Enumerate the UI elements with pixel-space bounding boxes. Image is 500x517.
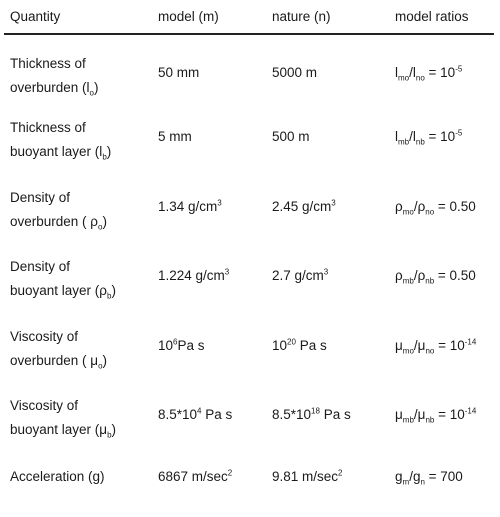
quantity-close: ): [111, 283, 116, 298]
table-row: [0, 52, 500, 106]
quantity-sub: o: [98, 361, 103, 371]
nature-value: 5000 m: [272, 65, 318, 80]
ratio-b-sub: no: [425, 207, 435, 217]
ratio-b-sub: no: [415, 73, 425, 83]
quantity-label: [10, 394, 116, 442]
quantity-line1: Density of: [10, 259, 71, 274]
nature-sup: 2: [338, 468, 343, 478]
quantity-sub: b: [107, 430, 112, 440]
ratio-a: l: [395, 65, 398, 80]
model-sup: 2: [227, 468, 233, 478]
ratio-sup: -14: [464, 406, 477, 416]
ratio-eq: = 700: [424, 469, 463, 484]
model-value: [158, 198, 222, 216]
ratio-value: [395, 337, 476, 355]
ratio-value: [395, 64, 462, 82]
model-pre-sup: 6: [173, 337, 178, 347]
ratio-eq: = 0.50: [434, 268, 476, 283]
ratio-a-sub: mo: [402, 346, 414, 356]
quantity-text: overburden (l: [10, 80, 90, 95]
table-row: [0, 255, 500, 309]
ratio-sup: -14: [464, 337, 477, 347]
nature-text: 2.45 g/cm: [272, 199, 332, 214]
ratio-a-sub: mo: [398, 73, 410, 83]
ratio-b: /μ: [413, 407, 426, 422]
ratio-eq: = 10: [424, 129, 456, 144]
quantity-line2: [10, 279, 116, 303]
ratio-a: μ: [395, 338, 403, 353]
table-row: [0, 116, 500, 170]
quantity-label: [10, 186, 107, 234]
nature-pre: 10: [272, 338, 288, 353]
ratio-a: g: [395, 469, 403, 484]
model-pre: 8.5*10: [158, 407, 198, 422]
header-model: model (m): [158, 9, 219, 24]
ratio-value: [395, 468, 463, 486]
quantity-label: [10, 325, 107, 373]
quantity-close: ): [102, 353, 108, 368]
nature-value: [272, 468, 342, 486]
quantity-line2: [10, 76, 99, 100]
nature-sup: 3: [331, 198, 336, 208]
quantity-text: buoyant layer (l: [10, 144, 103, 159]
quantity-line2: [10, 210, 107, 234]
ratio-a: ρ: [395, 268, 403, 283]
quantity-label: [10, 116, 111, 164]
ratio-a: l: [395, 129, 398, 144]
model-value: 5 mm: [158, 129, 192, 144]
nature-text: Pa s: [295, 338, 327, 353]
quantity-line2: [10, 349, 107, 373]
quantity-line1: Thickness of: [10, 120, 86, 135]
nature-value: [272, 406, 351, 424]
table-row: [0, 186, 500, 240]
ratio-eq: = 10: [424, 65, 456, 80]
quantity-sub: b: [106, 291, 112, 301]
ratio-b-sub: n: [420, 477, 425, 487]
quantity-label: Acceleration (g): [10, 469, 105, 484]
quantity-line1: Thickness of: [10, 56, 86, 71]
quantity-text: buoyant layer (μ: [10, 422, 108, 437]
ratio-b-sub: nb: [425, 276, 435, 286]
table-row: [0, 325, 500, 379]
ratio-a: μ: [395, 407, 403, 422]
model-sup: 3: [217, 198, 222, 208]
quantity-label: [10, 255, 116, 303]
header-ratios: model ratios: [395, 9, 469, 24]
ratio-b: /ρ: [413, 199, 426, 214]
quantity-line1: Viscosity of: [10, 329, 79, 344]
ratio-b-sub: no: [425, 346, 435, 356]
nature-value: 500 m: [272, 129, 310, 144]
nature-value: [272, 267, 328, 285]
model-value: [158, 406, 232, 424]
quantity-sub: b: [102, 152, 107, 162]
quantity-text: overburden ( μ: [10, 353, 99, 368]
nature-pre-sup: 20: [287, 337, 296, 347]
ratio-eq: = 10: [434, 338, 465, 353]
model-text: 6867 m/sec: [158, 469, 228, 484]
nature-text: 2.7 g/cm: [272, 268, 324, 283]
ratio-a-sub: mo: [402, 207, 414, 217]
nature-text: Pa s: [319, 407, 351, 422]
ratio-value: [395, 198, 476, 216]
nature-pre-sup: 18: [311, 406, 320, 416]
header-rule: [4, 33, 494, 35]
model-pre: 10: [158, 338, 174, 353]
model-value: [158, 337, 205, 355]
ratio-value: [395, 406, 476, 424]
ratio-value: [395, 128, 462, 146]
model-value: [158, 468, 232, 486]
quantity-close: ): [102, 214, 107, 229]
ratio-a: ρ: [395, 199, 403, 214]
ratio-value: [395, 267, 476, 285]
ratio-b: /ρ: [413, 268, 426, 283]
ratio-b: /l: [409, 129, 416, 144]
quantity-close: ): [94, 80, 99, 95]
quantity-line2: [10, 418, 116, 442]
table-row: [0, 394, 500, 448]
header-quantity: Quantity: [10, 9, 61, 24]
nature-pre: 8.5*10: [272, 407, 312, 422]
model-text: 1.34 g/cm: [158, 199, 218, 214]
model-text: Pa s: [201, 407, 233, 422]
ratio-a-sub: mb: [402, 276, 414, 286]
quantity-line1: Viscosity of: [10, 398, 79, 413]
model-value: [158, 267, 229, 285]
quantity-sub: o: [97, 222, 103, 232]
ratio-eq: = 0.50: [434, 199, 476, 214]
ratio-b: /μ: [413, 338, 426, 353]
quantity-text: overburden ( ρ: [10, 214, 98, 229]
quantity-line1: Density of: [10, 190, 71, 205]
ratio-b-sub: nb: [415, 137, 425, 147]
table-header: [0, 0, 500, 34]
model-pre-sup: 4: [197, 406, 202, 416]
ratio-b: /l: [409, 65, 416, 80]
ratio-a-sub: m: [402, 477, 410, 487]
ratio-b: /g: [409, 469, 421, 484]
ratio-sup: -5: [455, 128, 463, 138]
ratio-b-sub: nb: [425, 415, 435, 425]
ratio-eq: = 10: [434, 407, 465, 422]
model-text: Pa s: [177, 338, 205, 353]
header-nature: nature (n): [272, 9, 331, 24]
nature-value: [272, 198, 336, 216]
quantity-text: buoyant layer (ρ: [10, 283, 107, 298]
ratio-sup: -5: [455, 64, 463, 74]
table-row: [0, 463, 500, 517]
nature-value: [272, 337, 327, 355]
nature-sup: 3: [323, 267, 329, 277]
nature-text: 9.81 m/sec: [272, 469, 339, 484]
ratio-a-sub: mb: [402, 415, 414, 425]
model-sup: 3: [224, 267, 230, 277]
quantity-label: [10, 52, 99, 100]
quantity-close: ): [106, 144, 112, 159]
quantity-close: ): [111, 422, 117, 437]
model-text: 1.224 g/cm: [158, 268, 225, 283]
quantity-line2: [10, 140, 111, 164]
quantity-sub: o: [89, 88, 94, 98]
ratio-a-sub: mb: [398, 137, 410, 147]
model-value: 50 mm: [158, 65, 200, 80]
